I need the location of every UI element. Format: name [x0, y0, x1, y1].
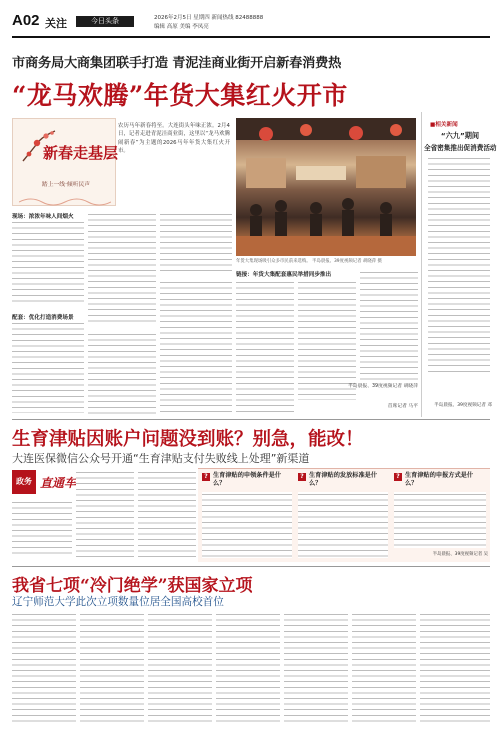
section-rule-1 — [12, 419, 490, 420]
body-text-col6a — [360, 270, 418, 380]
qa-question-2: 生育津贴的发放标准是什么？ — [309, 472, 378, 488]
masthead-rule — [12, 36, 490, 38]
section-name: 关注 — [45, 17, 67, 30]
page-number: A02 — [12, 12, 40, 29]
question-icon: ? — [394, 473, 402, 481]
story3-body-col2 — [80, 612, 144, 724]
qa-question-1: 生育津贴的申领条件是什么？ — [213, 472, 282, 488]
qa-question-3: 生育津贴的申报方式是什么？ — [405, 472, 474, 488]
column-badge — [12, 470, 82, 494]
story1-editor: 首席记者 马平 — [387, 404, 418, 409]
body-text-col2b — [88, 332, 156, 414]
body-text-col1b — [12, 321, 84, 413]
body-text-col3a — [160, 212, 232, 274]
feature-badge — [12, 118, 119, 206]
news-photo — [236, 118, 416, 256]
story1-kicker: 市商务局大商集团联手打造 青泥洼商业街开启新春消费热 — [12, 56, 342, 71]
date-line: 2026年2月5日 星期四 新闻热线 82488888 — [154, 15, 264, 21]
body-text-col4 — [236, 280, 294, 412]
story3-body-col4 — [216, 612, 280, 724]
question-icon: ? — [202, 473, 210, 481]
column-name: 直通车 — [40, 476, 77, 490]
subhead-1: 现场：浓浓年味人间烟火 — [12, 214, 74, 220]
story3-subhead: 辽宁师范大学此次立项数量位居全国高校首位 — [12, 596, 224, 608]
qa-card-3 — [394, 472, 488, 560]
story3-body-col7 — [420, 612, 490, 724]
brand-logo — [76, 16, 134, 27]
story2-credit: 半岛晨报、39度视频记者 吴 — [432, 552, 488, 557]
sidebar-body — [428, 156, 490, 376]
qa-card-2 — [298, 472, 390, 560]
sidebar-title-1: “六九”期间 — [440, 131, 480, 140]
badge-subtitle: 踏上一线·倾听民声 — [41, 182, 91, 188]
brand-logo-text: 今日头条 — [91, 17, 119, 25]
story2-body-col1 — [12, 500, 72, 558]
masthead — [12, 10, 492, 36]
body-text-col2a — [88, 212, 156, 324]
story3-body-col6 — [352, 612, 416, 724]
column-tag: 政务 — [12, 470, 36, 494]
question-icon: ? — [298, 473, 306, 481]
photo-caption: 年货大集现场吸引众多市民前来选购。 半岛晨报、39度视频记者 胡晓萍 摄 — [236, 259, 382, 264]
qa-answer-2 — [298, 492, 388, 558]
qa-answer-1 — [202, 492, 292, 558]
story1-byline: 半岛晨报、39度视频记者 胡晓萍 — [348, 384, 418, 389]
section-rule-2 — [12, 566, 490, 567]
story2-headline: 生育津贴因账户问题没到账？别急，能改！ — [12, 429, 364, 450]
story2-body-col2 — [76, 470, 134, 558]
editor-line: 编辑 高原 美编 李凤亮 — [154, 24, 209, 30]
story3-body-col3 — [148, 612, 212, 724]
badge-title: 新春走基层 — [43, 144, 119, 162]
story3-body-col5 — [284, 612, 348, 724]
story3-body-col1 — [12, 612, 76, 724]
sidebar-byline: 半岛晨报、39度视频记者 邓 — [434, 403, 492, 408]
subhead-4: 链接：年货大集配套惠民举措同步推出 — [236, 272, 332, 278]
qa-card-1 — [202, 472, 294, 560]
badge-wave — [19, 191, 111, 201]
story2-body-col3 — [138, 470, 196, 558]
subhead-2: 配套：优化打造消费场景 — [12, 315, 74, 321]
qa-answer-3 — [394, 492, 486, 548]
sidebar-tag: ■相关新闻 — [430, 122, 458, 128]
sidebar-title-2: 全省密集推出促消费活动 — [424, 144, 497, 152]
story1-headline: “龙马欢腾”年货大集红火开市 — [12, 81, 348, 110]
body-text-col1a — [12, 220, 84, 306]
sidebar-divider — [421, 112, 422, 417]
story1-lead: 农历马年新春将至。大连街头年味正浓。2月4日，记者走进青泥洼商业街，这里以“龙马欢腾闹新春”为主题的2026马年年货大集红火开市。 — [118, 123, 230, 154]
story3-headline: 我省七项“冷门绝学”获国家立项 — [12, 576, 253, 596]
body-text-col3b — [160, 280, 232, 414]
story2-subhead: 大连医保微信公众号开通“生育津贴支付失败线上处理”新渠道 — [12, 452, 310, 465]
